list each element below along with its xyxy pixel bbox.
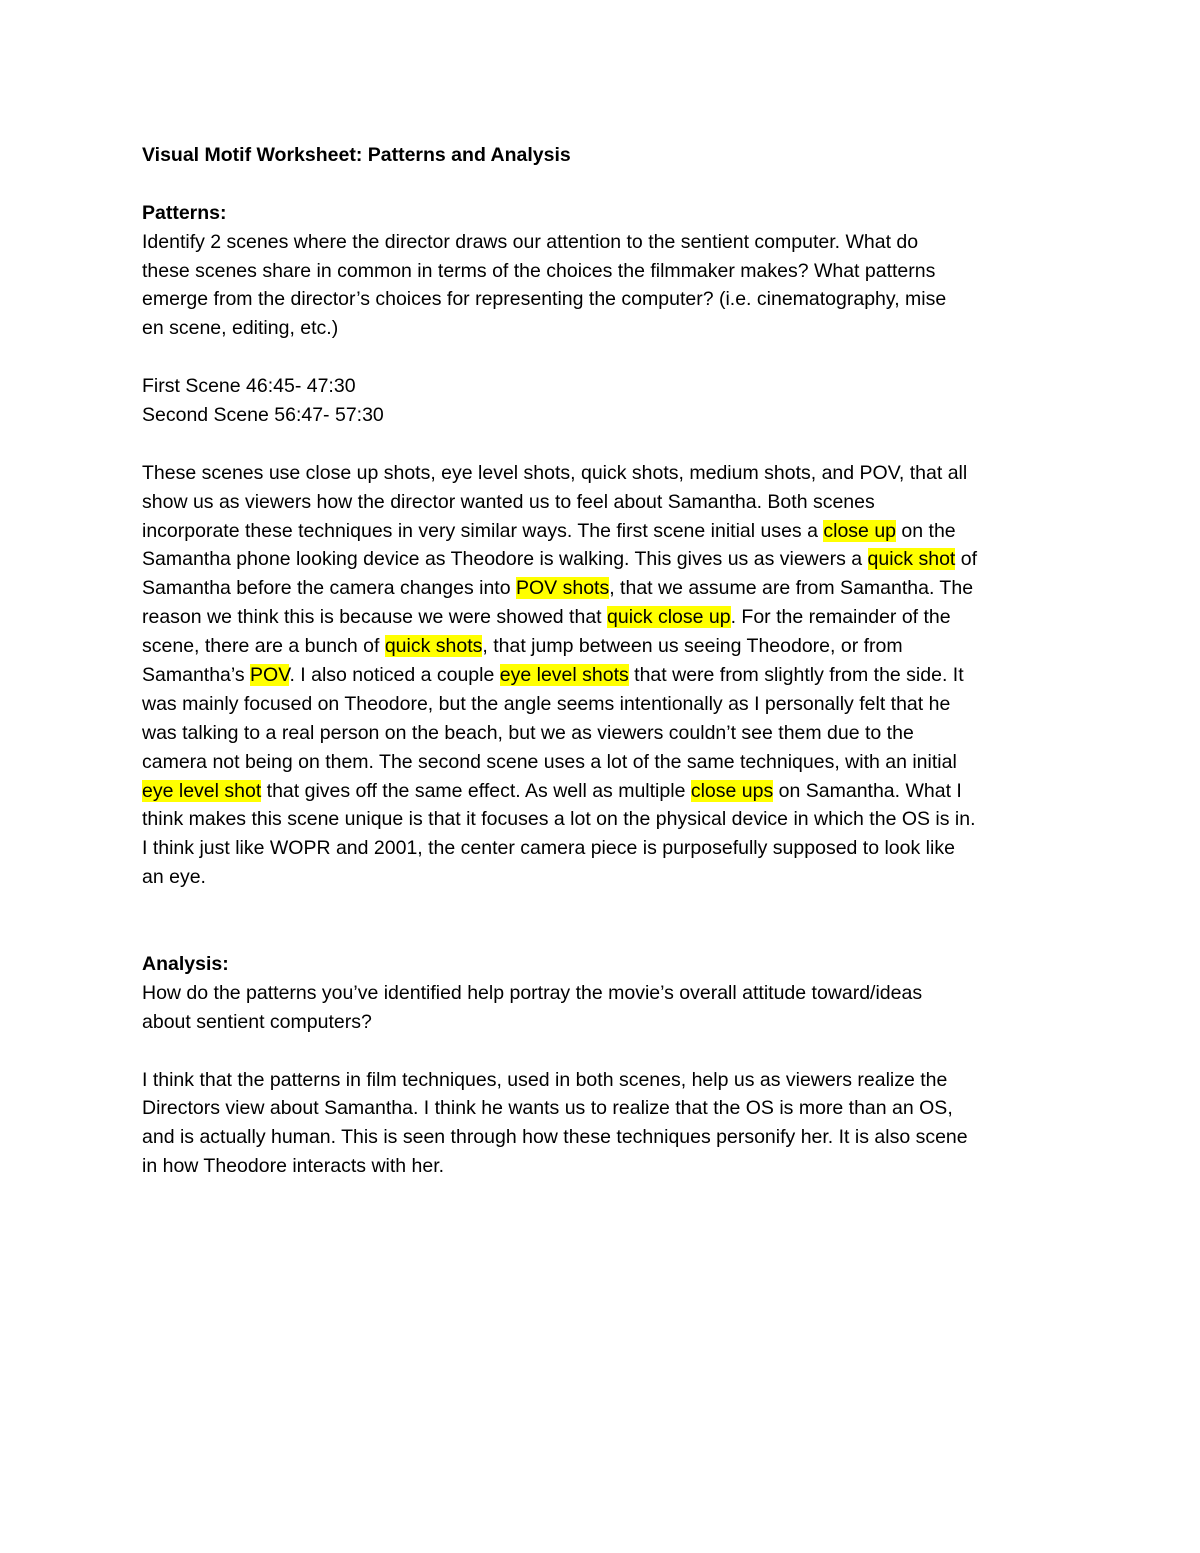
analysis-heading: Analysis:	[142, 952, 229, 975]
text-segment: camera not being on them. The second scene uses a lot of the same techniques, with an initial	[142, 750, 957, 773]
answer-line: Directors view about Samantha. I think he wants us to realize that the OS is more than an OS,	[142, 1097, 953, 1120]
prompt-line: these scenes share in common in terms of the choices the filmmaker makes? What patterns	[142, 259, 936, 282]
text-segment: , that jump between us seeing Theodore, or from	[482, 635, 903, 658]
spacer	[142, 892, 1072, 950]
patterns-answer	[142, 459, 1072, 892]
patterns-prompt	[142, 228, 1072, 344]
spacer	[142, 343, 1072, 372]
text-segment: Samantha before the camera changes into	[142, 577, 516, 600]
answer-line	[142, 834, 1072, 863]
first-scene-timestamp: First Scene 46:45- 47:30	[142, 375, 356, 398]
answer-line	[142, 545, 1072, 574]
text-segment: . I also noticed a couple	[289, 664, 500, 687]
answer-line	[142, 459, 1072, 488]
text-segment: on the	[896, 519, 956, 542]
answer-line: and is actually human. This is seen through how these techniques personify her. It is also scene	[142, 1126, 968, 1149]
answer-line	[142, 690, 1072, 719]
answer-line	[142, 603, 1072, 632]
text-segment: Samantha’s	[142, 664, 251, 687]
answer-line	[142, 488, 1072, 517]
prompt-line: about sentient computers?	[142, 1010, 372, 1033]
text-segment: These scenes use close up shots, eye level shots, quick shots, medium shots, and POV, that all	[142, 461, 968, 484]
prompt-line: en scene, editing, etc.)	[142, 317, 339, 340]
highlighted-phrase: close up	[823, 519, 897, 542]
text-segment: was talking to a real person on the beach, but we as viewers couldn’t see them due to the	[142, 721, 914, 744]
spacer	[142, 430, 1072, 459]
highlighted-phrase: eye level shots	[499, 664, 629, 687]
highlighted-phrase: quick shots	[384, 635, 483, 658]
text-segment: an eye.	[142, 866, 206, 889]
text-segment: . For the remainder of the	[730, 606, 951, 629]
text-segment: reason we think this is because we were showed that	[142, 606, 608, 629]
text-segment: I think just like WOPR and 2001, the center camera piece is purposefully supposed to look like	[142, 837, 955, 860]
highlighted-phrase: POV	[250, 664, 290, 687]
text-segment: think makes this scene unique is that it focuses a lot on the physical device in which the OS is in.	[142, 808, 976, 831]
answer-line	[142, 777, 1072, 806]
text-segment: scene, there are a bunch of	[142, 635, 385, 658]
text-segment: that were from slightly from the side. It	[628, 664, 964, 687]
analysis-answer	[142, 1066, 1072, 1182]
answer-line	[142, 574, 1072, 603]
patterns-heading: Patterns:	[142, 201, 227, 224]
document-body	[142, 141, 1072, 1181]
text-segment: was mainly focused on Theodore, but the angle seems intentionally as I personally felt that he	[142, 692, 951, 715]
answer-line	[142, 805, 1072, 834]
answer-line: I think that the patterns in film techniques, used in both scenes, help us as viewers realize the	[142, 1068, 948, 1091]
highlighted-phrase: quick close up	[607, 606, 731, 629]
text-segment: on Samantha. What I	[773, 779, 962, 802]
text-segment: , that we assume are from Samantha. The	[609, 577, 974, 600]
text-segment: that gives off the same effect. As well as multiple	[261, 779, 691, 802]
answer-line	[142, 863, 1072, 892]
answer-line	[142, 748, 1072, 777]
text-segment: of	[955, 548, 978, 571]
answer-line	[142, 517, 1072, 546]
text-segment: show us as viewers how the director wanted us to feel about Samantha. Both scenes	[142, 490, 875, 513]
text-segment: incorporate these techniques in very similar ways. The first scene initial uses a	[142, 519, 824, 542]
answer-line	[142, 661, 1072, 690]
highlighted-phrase: quick shot	[867, 548, 956, 571]
prompt-line: Identify 2 scenes where the director draws our attention to the sentient computer. What do	[142, 230, 919, 253]
highlighted-phrase: POV shots	[516, 577, 610, 600]
answer-line	[142, 632, 1072, 661]
prompt-line: How do the patterns you’ve identified help portray the movie’s overall attitude toward/ideas	[142, 981, 923, 1004]
answer-line: in how Theodore interacts with her.	[142, 1155, 445, 1178]
analysis-prompt	[142, 979, 1072, 1037]
document-title: Visual Motif Worksheet: Patterns and Analysis	[142, 144, 571, 166]
highlighted-phrase: eye level shot	[142, 779, 262, 802]
answer-line	[142, 719, 1072, 748]
highlighted-phrase: close ups	[690, 779, 774, 802]
spacer	[142, 1037, 1072, 1066]
text-segment: Samantha phone looking device as Theodore is walking. This gives us as viewers a	[142, 548, 868, 571]
prompt-line: emerge from the director’s choices for representing the computer? (i.e. cinematography, mise	[142, 288, 947, 311]
second-scene-timestamp: Second Scene 56:47- 57:30	[142, 404, 384, 427]
spacer	[142, 170, 1072, 199]
